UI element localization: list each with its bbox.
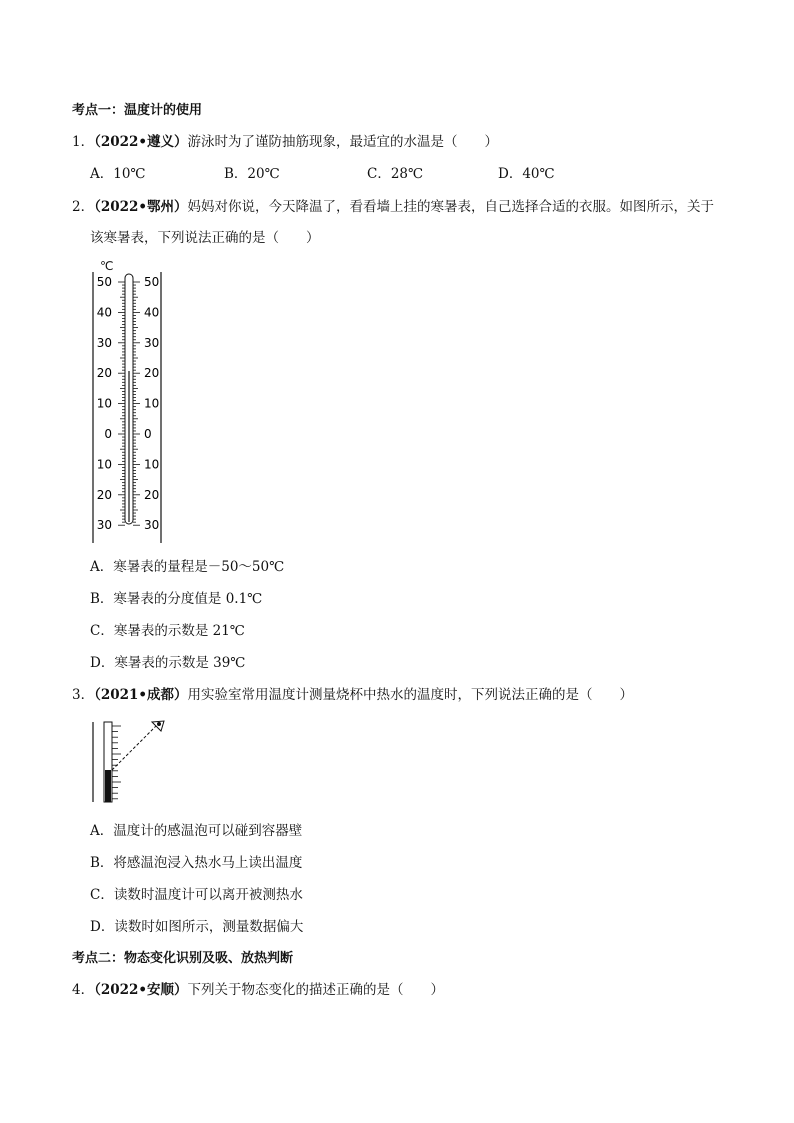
- scale-label: 20: [96, 487, 112, 502]
- sight-line: [112, 726, 156, 770]
- reading-angle-figure: [88, 716, 174, 806]
- scale-label: 10: [144, 457, 160, 472]
- option-a[interactable]: A．温度计的感温泡可以碰到容器壁: [90, 823, 303, 839]
- liquid-column: [105, 770, 111, 802]
- scale-label: 0: [104, 427, 112, 441]
- scale-label: 30: [96, 335, 112, 350]
- scale-label: 20: [144, 487, 160, 502]
- question-4: [72, 981, 444, 999]
- option-b[interactable]: B．寒暑表的分度值是 0.1℃: [90, 591, 263, 607]
- question-number: 4．: [72, 982, 95, 998]
- scale-label: 50: [144, 275, 160, 289]
- scale-label: 30: [144, 518, 160, 533]
- option-d[interactable]: D．40℃: [498, 166, 555, 182]
- scale-label: 30: [96, 518, 112, 533]
- option-a[interactable]: A．寒暑表的量程是－50～50℃: [90, 559, 285, 575]
- question-2: [72, 198, 714, 216]
- scale-label: 30: [144, 335, 160, 350]
- question-text: 妈妈对你说，今天降温了，看看墙上挂的寒暑表，自己选择合适的衣服。如图所示，关于: [187, 199, 715, 215]
- section-title: 考点二：物态变化识别及吸、放热判断: [72, 951, 294, 966]
- option-c[interactable]: C．寒暑表的示数是 21℃: [90, 623, 245, 639]
- scale-label: 0: [144, 427, 152, 441]
- question-source: （2022•安顺）: [94, 982, 188, 998]
- option-d[interactable]: D．寒暑表的示数是 39℃: [90, 655, 246, 671]
- option-a[interactable]: A．10℃: [90, 166, 146, 182]
- question-1: [72, 133, 498, 151]
- question-text: 下列关于物态变化的描述正确的是（ ）: [187, 982, 445, 998]
- scale-label: 10: [96, 396, 112, 411]
- scale-label: 10: [96, 457, 112, 472]
- option-c[interactable]: C．读数时温度计可以离开被测热水: [90, 887, 303, 903]
- question-number: 2．: [72, 199, 95, 215]
- option-d[interactable]: D．读数时如图所示，测量数据偏大: [90, 919, 304, 935]
- option-c[interactable]: C．28℃: [367, 166, 424, 182]
- thermometer-figure: [88, 258, 174, 548]
- scale-label: 20: [144, 366, 160, 381]
- option-b[interactable]: B．将感温泡浸入热水马上读出温度: [90, 855, 303, 871]
- question-number: 3．: [72, 687, 95, 703]
- right-scale-labels: [144, 275, 159, 532]
- question-text: 用实验室常用温度计测量烧杯中热水的温度时，下列说法正确的是（ ）: [187, 687, 634, 703]
- scale-label: 40: [96, 305, 112, 320]
- question-3: [72, 686, 633, 704]
- option-b[interactable]: B．20℃: [224, 166, 280, 182]
- eye-icon: [152, 721, 164, 731]
- question-source: （2022•遵义）: [94, 134, 188, 150]
- question-number: 1．: [72, 134, 95, 150]
- scale-label: 40: [144, 305, 160, 320]
- question-source: （2022•鄂州）: [94, 199, 188, 215]
- scale-label: 50: [96, 275, 112, 289]
- question-text: 游泳时为了谨防抽筋现象，最适宜的水温是（ ）: [187, 134, 499, 150]
- unit-label: ℃: [100, 259, 114, 273]
- scale-label: 10: [144, 396, 160, 411]
- question-source: （2021•成都）: [94, 687, 188, 703]
- left-scale-labels: [97, 275, 112, 532]
- section-title: 考点一：温度计的使用: [72, 103, 203, 118]
- scale-label: 20: [96, 366, 112, 381]
- question-2-continued: 该寒暑表，下列说法正确的是（ ）: [90, 230, 320, 246]
